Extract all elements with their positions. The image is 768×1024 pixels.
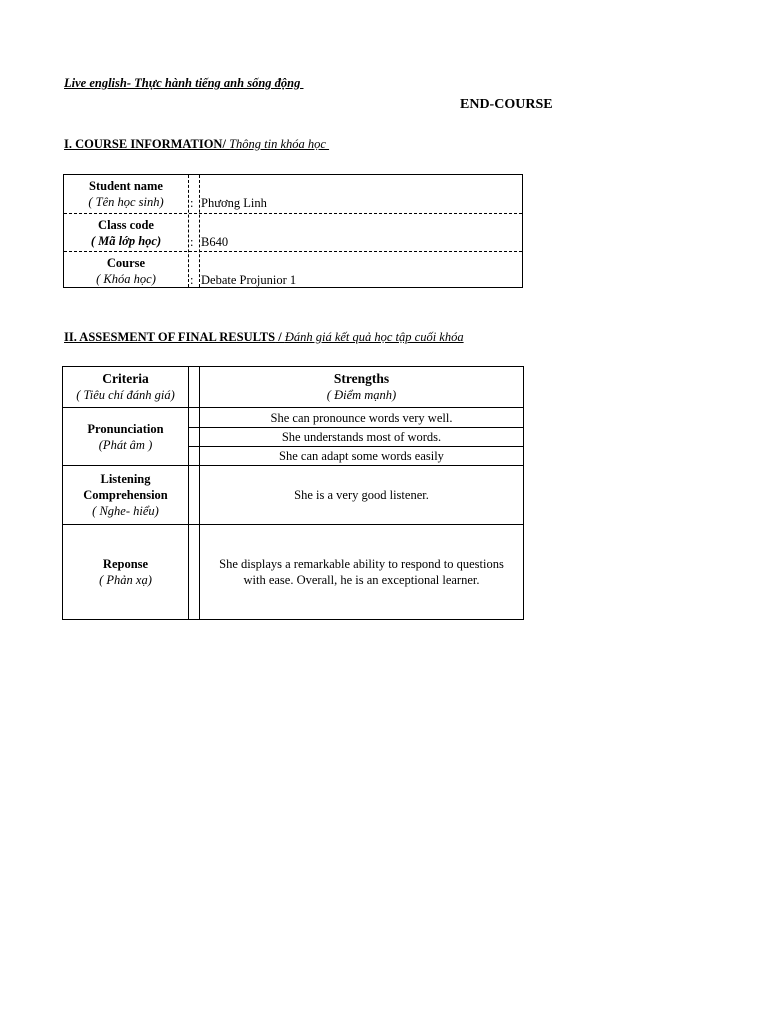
criteria-en: Comprehension [83,488,168,502]
criteria-header [63,367,188,407]
criteria-en: Reponse [102,557,149,571]
criteria-response [63,525,188,619]
header-vi: ( Tiêu chí đánh giá) [76,388,175,402]
info-row-class-code [64,213,522,252]
label-en: Class code [98,218,154,232]
student-name-value: Phương Linh [201,196,267,210]
info-label [64,214,188,252]
header-vi: ( Điểm mạnh) [326,388,397,402]
label-vi: ( Khóa học) [96,272,156,286]
criteria-pronunciation [63,408,188,465]
header-en: Criteria [102,371,149,386]
strength-item [200,447,523,465]
course-info-table [63,174,523,288]
info-label [64,252,188,290]
header-en: Strengths [333,371,390,386]
strength-item [200,466,523,524]
course-value: Debate Projunior 1 [201,273,297,287]
strength-text: She can adapt some words easily [279,449,444,463]
class-code-value: B640 [201,235,229,249]
strength-text: She displays a remarkable ability to respond to questions [219,557,504,571]
assessment-table [62,366,524,620]
strength-text: with ease. Overall, he is an exceptional learner. [243,573,480,587]
criteria-en: Pronunciation [87,421,164,436]
label-en: Course [106,256,146,270]
strength-item [200,525,523,619]
colon-separator: : [190,235,194,249]
section-heading-vi: Thông tin khóa học [229,137,330,151]
section-heading-vi: Đánh giá kết quả học tập cuối khóa [284,330,464,344]
info-label [64,175,188,213]
colon-separator: : [190,273,194,287]
info-row-student-name [64,175,522,213]
criteria-vi: (Phát âm ) [98,437,153,452]
column-divider [188,367,189,619]
label-en: Student name [89,179,163,193]
strength-item [200,408,523,427]
brand-title-line: Live english- Thực hành tiếng anh sống động [64,76,304,90]
section-heading-en: II. ASSESMENT OF FINAL RESULTS [64,330,276,344]
strength-item [200,428,523,446]
label-vi: ( Tên học sinh) [88,195,164,209]
criteria-en: Listening [100,472,151,486]
section-assessment-heading [64,330,464,345]
section-heading-separator: / [222,137,230,151]
section-heading-en: I. COURSE INFORMATION [64,137,223,151]
criteria-listening [63,466,188,524]
strength-text: She understands most of words. [281,430,442,444]
colon-separator: : [190,196,194,210]
label-vi: ( Mã lớp học) [90,234,162,248]
criteria-vi: ( Nghe- hiểu) [92,504,159,518]
info-row-course [64,251,522,290]
strengths-header [200,367,523,407]
strength-text: She is a very good listener. [294,488,429,502]
section-course-information-heading [64,137,329,152]
strength-text: She can pronounce words very well. [270,410,453,425]
document-title: END-COURSE [460,97,553,112]
criteria-vi: ( Phản xạ) [99,573,152,587]
section-heading-separator: / [275,330,285,344]
